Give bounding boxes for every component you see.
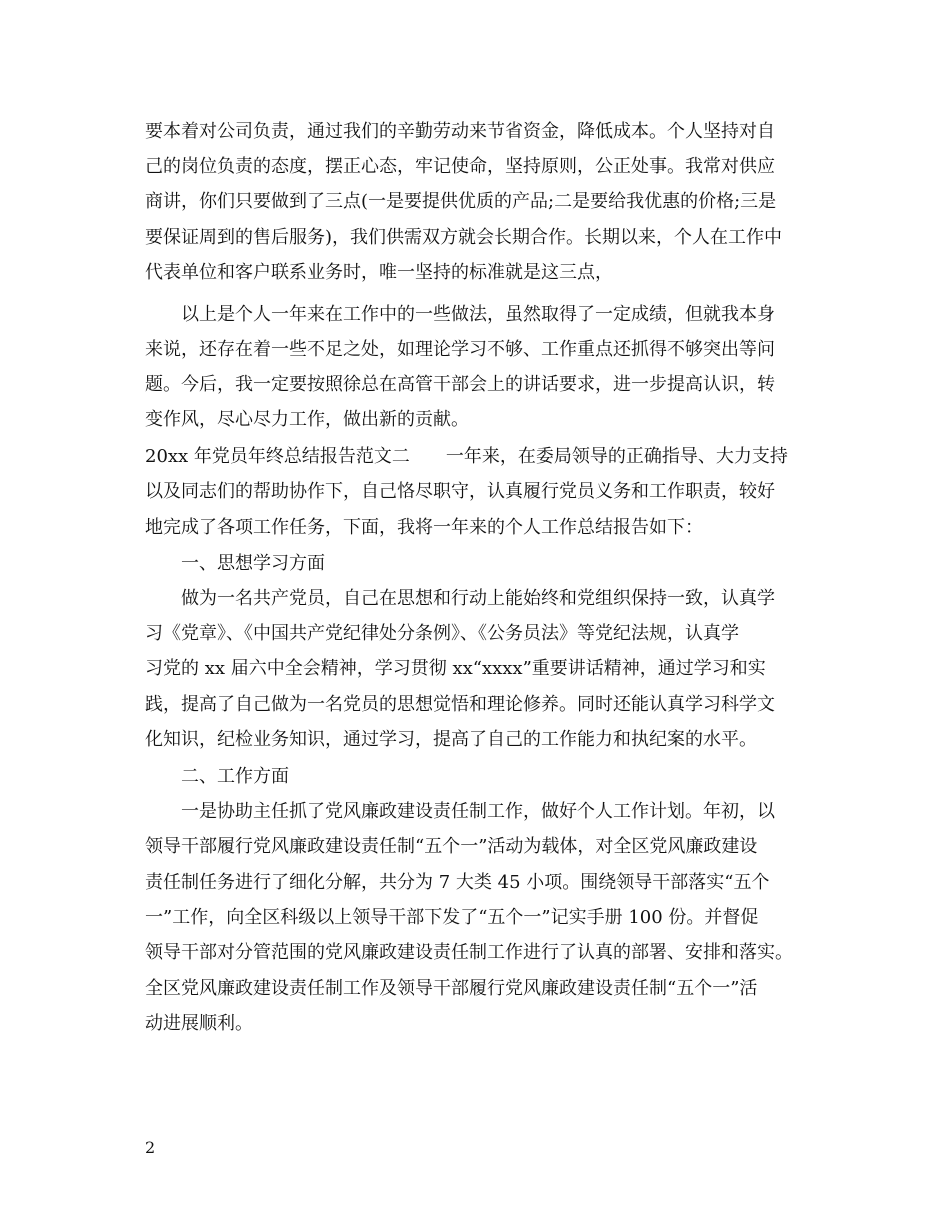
text-line: 来说，还存在着一些不足之处，如理论学习不够、工作重点还抓得不够突出等问 (145, 339, 775, 360)
text-line: 领导干部履行党风廉政建设责任制“五个一”活动为载体，对全区党风廉政建设 (145, 836, 758, 857)
text-line: 要本着对公司负责，通过我们的辛勤劳动来节省资金，降低成本。个人坚持对自 (145, 121, 775, 142)
section-heading-line: 20xx 年党员年终总结报告范文二 一年来，在委局领导的正确指导、大力支持 (145, 446, 788, 467)
text-line: 做为一名共产党员，自己在思想和行动上能始终和党组织保持一致，认真学 (181, 588, 775, 609)
page-number: 2 (145, 1138, 156, 1157)
text-line: 动进展顺利。 (145, 1013, 253, 1034)
text-line: 要保证周到的售后服务)，我们供需双方就会长期合作。长期以来，个人在工作中 (145, 227, 783, 248)
subheading-line: 二、工作方面 (181, 766, 289, 787)
text-line: 全区党风廉政建设责任制工作及领导干部履行党风廉政建设责任制“五个一”活 (145, 978, 758, 999)
text-line: 一是协助主任抓了党风廉政建设责任制工作，做好个人工作计划。年初，以 (181, 801, 775, 822)
text-line: 责任制任务进行了细化分解，共分为 7 大类 45 小项。围绕领导干部落实“五个 (145, 872, 770, 893)
text-line: 一”工作，向全区科级以上领导干部下发了“五个一”记实手册 100 份。并督促 (145, 907, 759, 928)
text-line: 题。今后，我一定要按照徐总在高管干部会上的讲话要求，进一步提高认识，转 (145, 374, 775, 395)
text-line: 领导干部对分管范围的党风廉政建设责任制工作进行了认真的部署、安排和落实。 (145, 942, 793, 963)
text-line: 代表单位和客户联系业务时，唯一坚持的标准就是这三点， (145, 262, 613, 283)
text-line: 习《党章》、《中国共产党纪律处分条例》、《公务员法》等党纪法规，认真学 (145, 623, 739, 644)
text-line: 商讲，你们只要做到了三点(一是要提供优质的产品;二是要给我优惠的价格;三是 (145, 191, 777, 212)
text-line: 化知识，纪检业务知识，通过学习，提高了自己的工作能力和执纪案的水平。 (145, 729, 757, 750)
subheading-line: 一、思想学习方面 (181, 553, 325, 574)
text-line: 以及同志们的帮助协作下，自己恪尽职守，认真履行党员义务和工作职责，较好 (145, 481, 775, 502)
text-line: 变作风，尽心尽力工作，做出新的贡献。 (145, 409, 469, 430)
text-line: 地完成了各项工作任务，下面，我将一年来的个人工作总结报告如下： (145, 517, 703, 538)
text-line: 践，提高了自己做为一名党员的思想觉悟和理论修养。同时还能认真学习科学文 (145, 694, 775, 715)
text-line: 习党的 xx 届六中全会精神，学习贯彻 xx“xxxx”重要讲话精神，通过学习和实 (145, 658, 766, 679)
text-line: 己的岗位负责的态度，摆正心态，牢记使命，坚持原则，公正处事。我常对供应 (145, 156, 775, 177)
text-line: 以上是个人一年来在工作中的一些做法，虽然取得了一定成绩，但就我本身 (181, 304, 775, 325)
